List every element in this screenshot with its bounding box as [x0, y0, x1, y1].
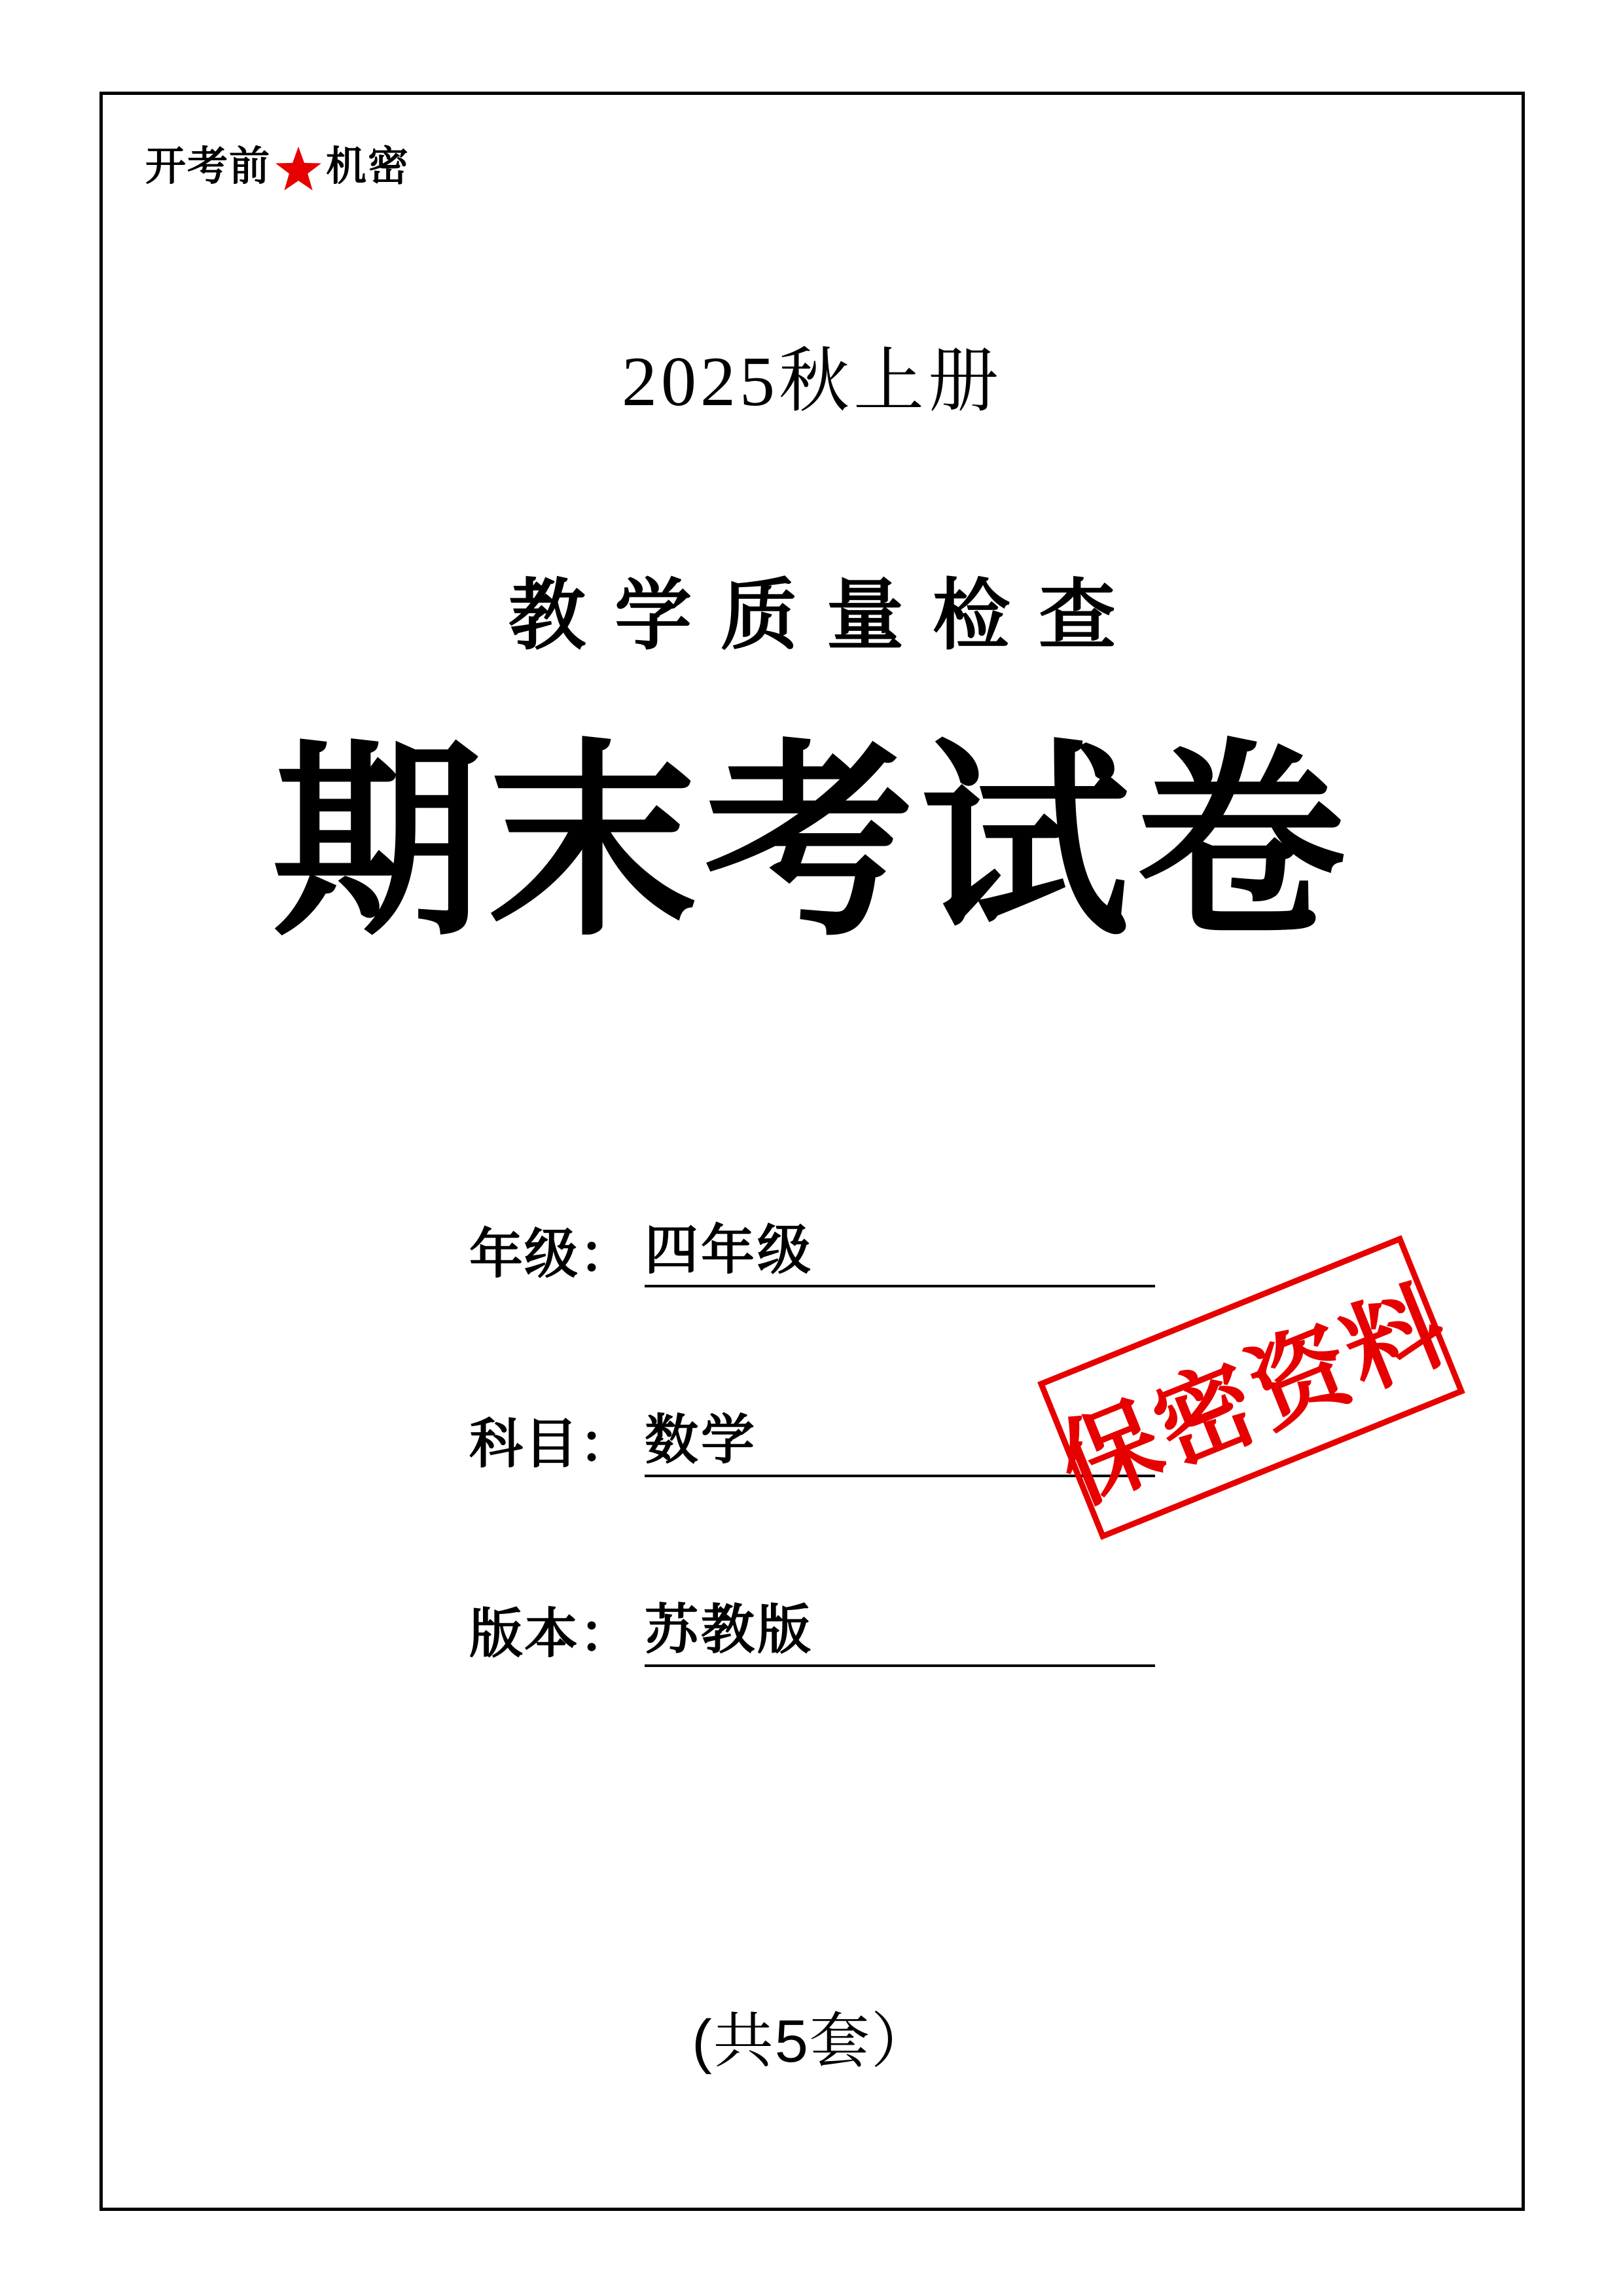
term-title: 2025秋上册 — [621, 343, 1003, 421]
subject-label: 科目： — [469, 1414, 634, 1474]
page-border-frame — [99, 92, 1525, 2211]
subject-value: 数学 — [645, 1410, 758, 1470]
confidential-stamp-text: 保密资料 — [1045, 1270, 1465, 1524]
set-count-label: (共5套） — [692, 2008, 933, 2075]
red-star-icon — [274, 145, 323, 194]
edition-underline — [645, 1664, 1155, 1667]
edition-value-wrap — [645, 1587, 1155, 1664]
field-row-edition — [103, 1587, 1522, 1777]
subtitle: 教学质量检查 — [508, 573, 1145, 659]
edition-value: 苏教版 — [645, 1600, 814, 1660]
grade-underline — [645, 1285, 1155, 1287]
grade-value-wrap — [645, 1208, 1155, 1284]
page-title: 期末考试卷 — [272, 725, 1352, 960]
grade-value: 四年级 — [645, 1221, 814, 1280]
confidential-marker — [145, 128, 410, 206]
confidential-marker-suffix: 机密 — [326, 145, 410, 189]
edition-label: 版本： — [469, 1604, 634, 1664]
confidential-marker-prefix: 开考前 — [145, 145, 272, 189]
grade-label: 年级： — [469, 1225, 634, 1284]
